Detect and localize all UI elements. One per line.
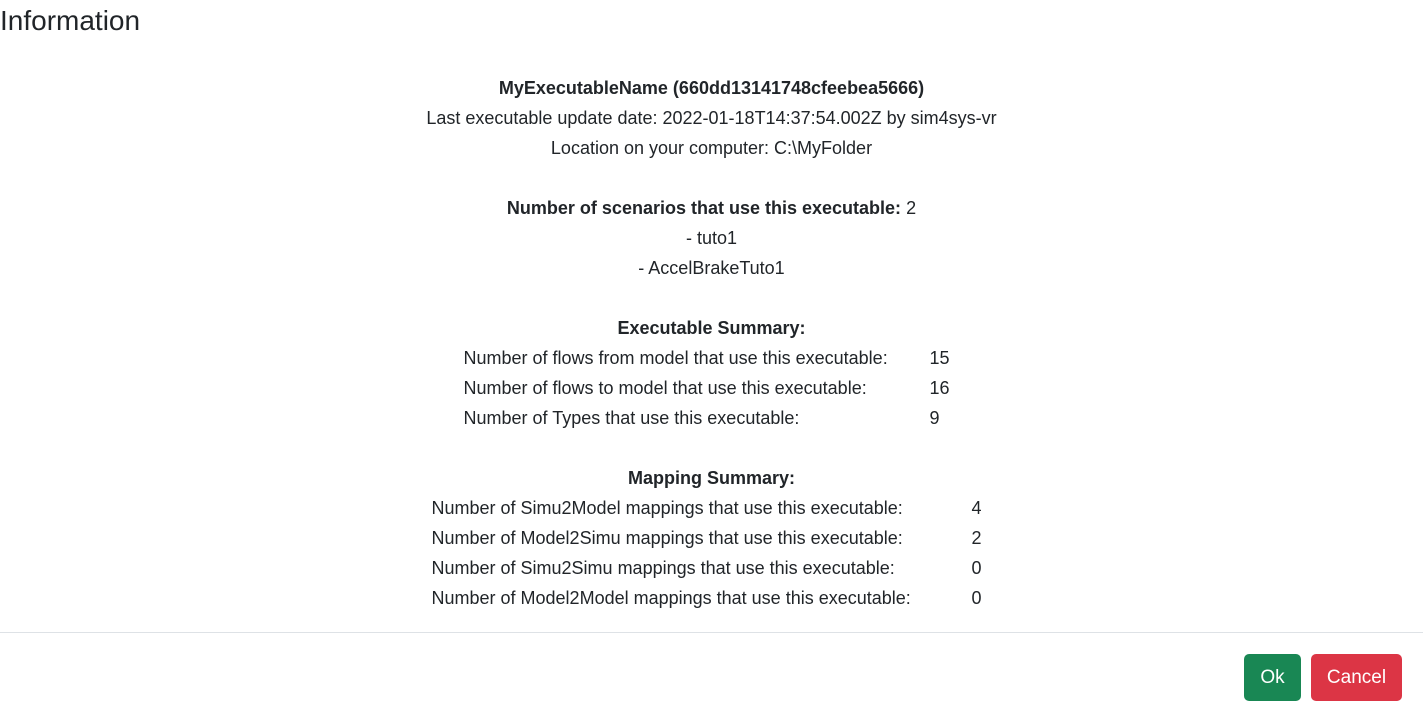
- dialog-title: Information: [0, 5, 141, 36]
- summary-row-label: Number of Types that use this executable:: [463, 408, 800, 428]
- summary-row-value: 9: [929, 408, 940, 428]
- scenarios-count-line: [0, 193, 1423, 223]
- mapping-summary-row: [0, 523, 1423, 553]
- dialog-body: [0, 73, 1423, 613]
- scenario-item: - tuto1: [685, 228, 738, 248]
- summary-row-label: Number of flows from model that use this executable:: [463, 348, 888, 368]
- mapping-row-value: 4: [971, 498, 982, 518]
- mapping-summary-title: Mapping Summary:: [627, 468, 796, 488]
- summary-row-value: 15: [929, 348, 950, 368]
- mapping-row-label: Number of Model2Model mappings that use this executable:: [431, 588, 911, 608]
- footer-divider: [0, 632, 1423, 633]
- executable-summary-row: [0, 343, 1423, 373]
- executable-summary-row: [0, 373, 1423, 403]
- mapping-row-label: Number of Simu2Model mappings that use this executable:: [431, 498, 903, 518]
- ok-button[interactable]: Ok: [1244, 654, 1301, 701]
- executable-summary-row: [0, 403, 1423, 433]
- executable-update-line: Last executable update date: 2022-01-18T14:37:54.002Z by sim4sys-vr: [426, 108, 997, 128]
- executable-location-line: Location on your computer: C:\MyFolder: [550, 138, 873, 158]
- summary-row-value: 16: [929, 378, 950, 398]
- mapping-summary-row: [0, 493, 1423, 523]
- scenario-item: - AccelBrakeTuto1: [638, 258, 785, 278]
- mapping-row-value: 2: [971, 528, 982, 548]
- mapping-summary-row: [0, 583, 1423, 613]
- executable-heading: MyExecutableName (660dd13141748cfeebea5666): [498, 78, 925, 98]
- mapping-row-value: 0: [971, 558, 982, 578]
- mapping-row-label: Number of Model2Simu mappings that use this executable:: [431, 528, 903, 548]
- mapping-row-value: 0: [971, 588, 982, 608]
- summary-row-label: Number of flows to model that use this executable:: [463, 378, 867, 398]
- cancel-button[interactable]: Cancel: [1311, 654, 1402, 701]
- scenarios-count-label: Number of scenarios that use this executable:: [506, 198, 902, 218]
- mapping-row-label: Number of Simu2Simu mappings that use this executable:: [431, 558, 895, 578]
- mapping-summary-row: [0, 553, 1423, 583]
- executable-summary-title: Executable Summary:: [617, 318, 806, 338]
- scenarios-count-value: 2: [906, 198, 917, 218]
